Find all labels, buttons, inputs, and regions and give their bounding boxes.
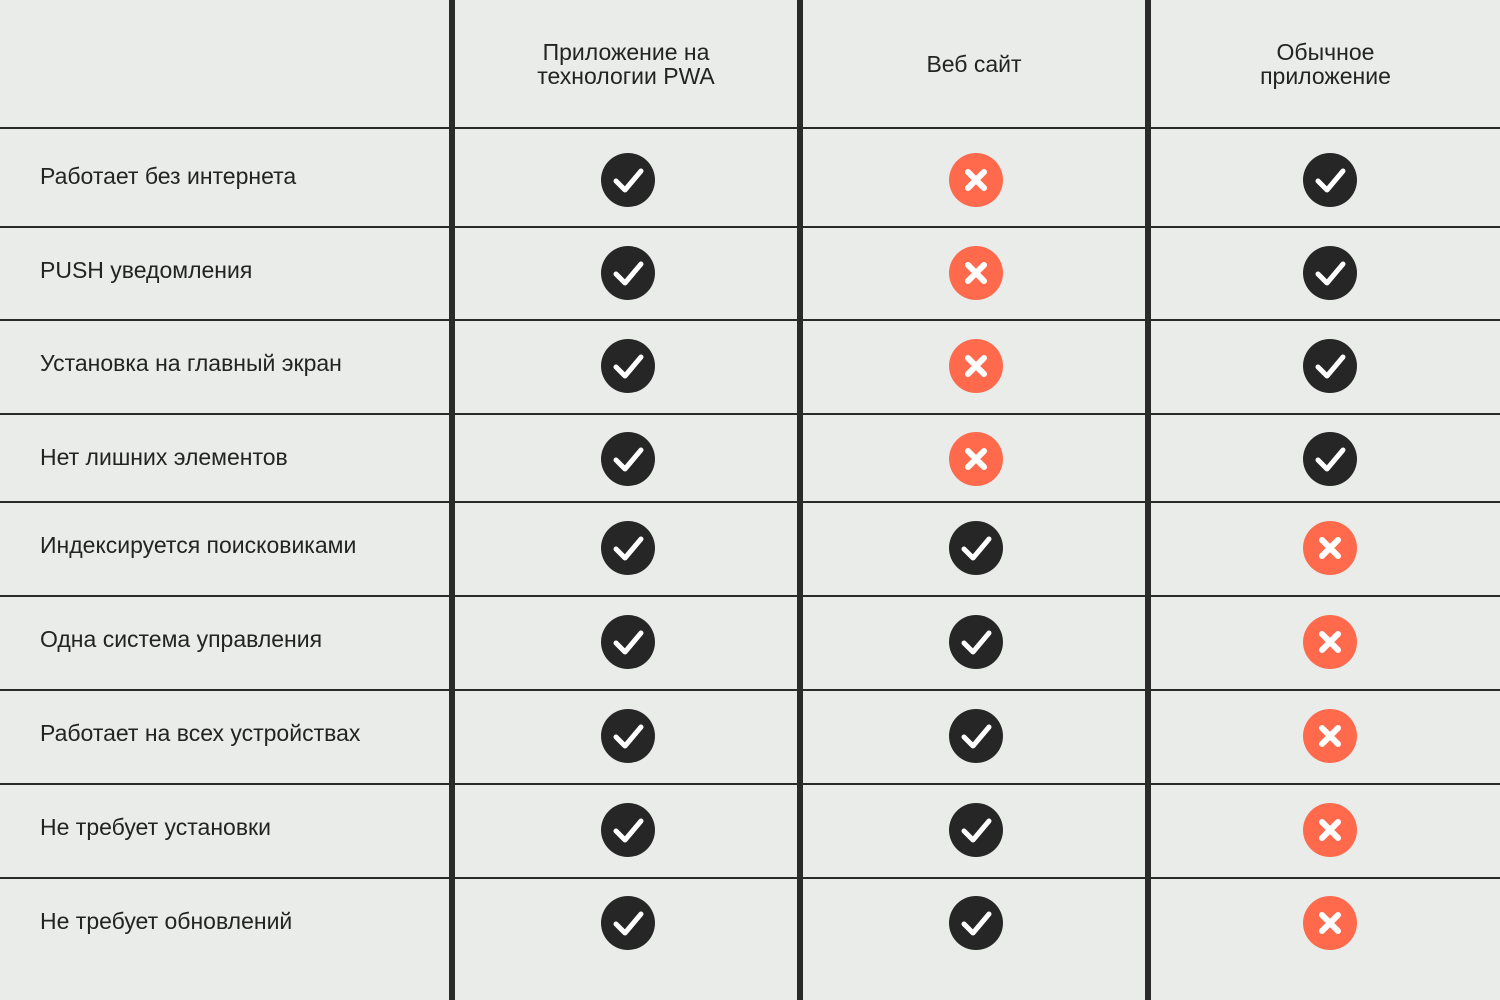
check-circle-icon <box>949 521 1003 575</box>
check-circle-icon <box>601 896 655 950</box>
cross-circle-icon <box>949 246 1003 300</box>
cross-circle-icon <box>949 153 1003 207</box>
cross-circle-icon <box>1303 896 1357 950</box>
row-divider <box>0 413 1500 415</box>
row-label: PUSH уведомления <box>40 257 253 283</box>
column-header-website <box>803 0 1145 128</box>
check-circle-icon <box>1303 153 1357 207</box>
row-label: Одна система управления <box>40 626 323 652</box>
cross-circle-icon <box>949 339 1003 393</box>
row-label: Нет лишних элементов <box>40 444 288 470</box>
row-divider <box>0 501 1500 503</box>
check-circle-icon <box>949 896 1003 950</box>
check-circle-icon <box>601 803 655 857</box>
check-circle-icon <box>1303 339 1357 393</box>
row-label: Работает на всех устройствах <box>40 720 361 746</box>
row-label: Индексируется поисковиками <box>40 532 357 558</box>
column-header-label: Веб сайт <box>926 51 1022 77</box>
check-circle-icon <box>1303 246 1357 300</box>
check-circle-icon <box>949 803 1003 857</box>
check-circle-icon <box>601 432 655 486</box>
check-circle-icon <box>949 615 1003 669</box>
column-divider <box>449 0 455 1000</box>
cross-circle-icon <box>1303 803 1357 857</box>
check-circle-icon <box>601 339 655 393</box>
check-circle-icon <box>601 615 655 669</box>
row-divider <box>0 595 1500 597</box>
row-divider <box>0 877 1500 879</box>
cross-circle-icon <box>1303 709 1357 763</box>
check-circle-icon <box>949 709 1003 763</box>
row-divider <box>0 226 1500 228</box>
check-circle-icon <box>601 153 655 207</box>
check-circle-icon <box>601 709 655 763</box>
row-label: Работает без интернета <box>40 163 297 189</box>
column-divider <box>797 0 803 1000</box>
cross-circle-icon <box>1303 615 1357 669</box>
cross-circle-icon <box>1303 521 1357 575</box>
row-label: Не требует установки <box>40 814 271 840</box>
column-header-label: Обычное приложение <box>1260 39 1391 89</box>
check-circle-icon <box>601 246 655 300</box>
row-divider <box>0 689 1500 691</box>
row-label: Установка на главный экран <box>40 350 342 376</box>
column-header-pwa <box>455 0 797 128</box>
row-label: Не требует обновлений <box>40 908 293 934</box>
check-circle-icon <box>1303 432 1357 486</box>
column-header-label: Приложение на технологии PWA <box>537 39 715 89</box>
row-divider <box>0 783 1500 785</box>
check-circle-icon <box>601 521 655 575</box>
cross-circle-icon <box>949 432 1003 486</box>
column-divider <box>1145 0 1151 1000</box>
column-header-native-app <box>1151 0 1500 128</box>
row-divider <box>0 319 1500 321</box>
